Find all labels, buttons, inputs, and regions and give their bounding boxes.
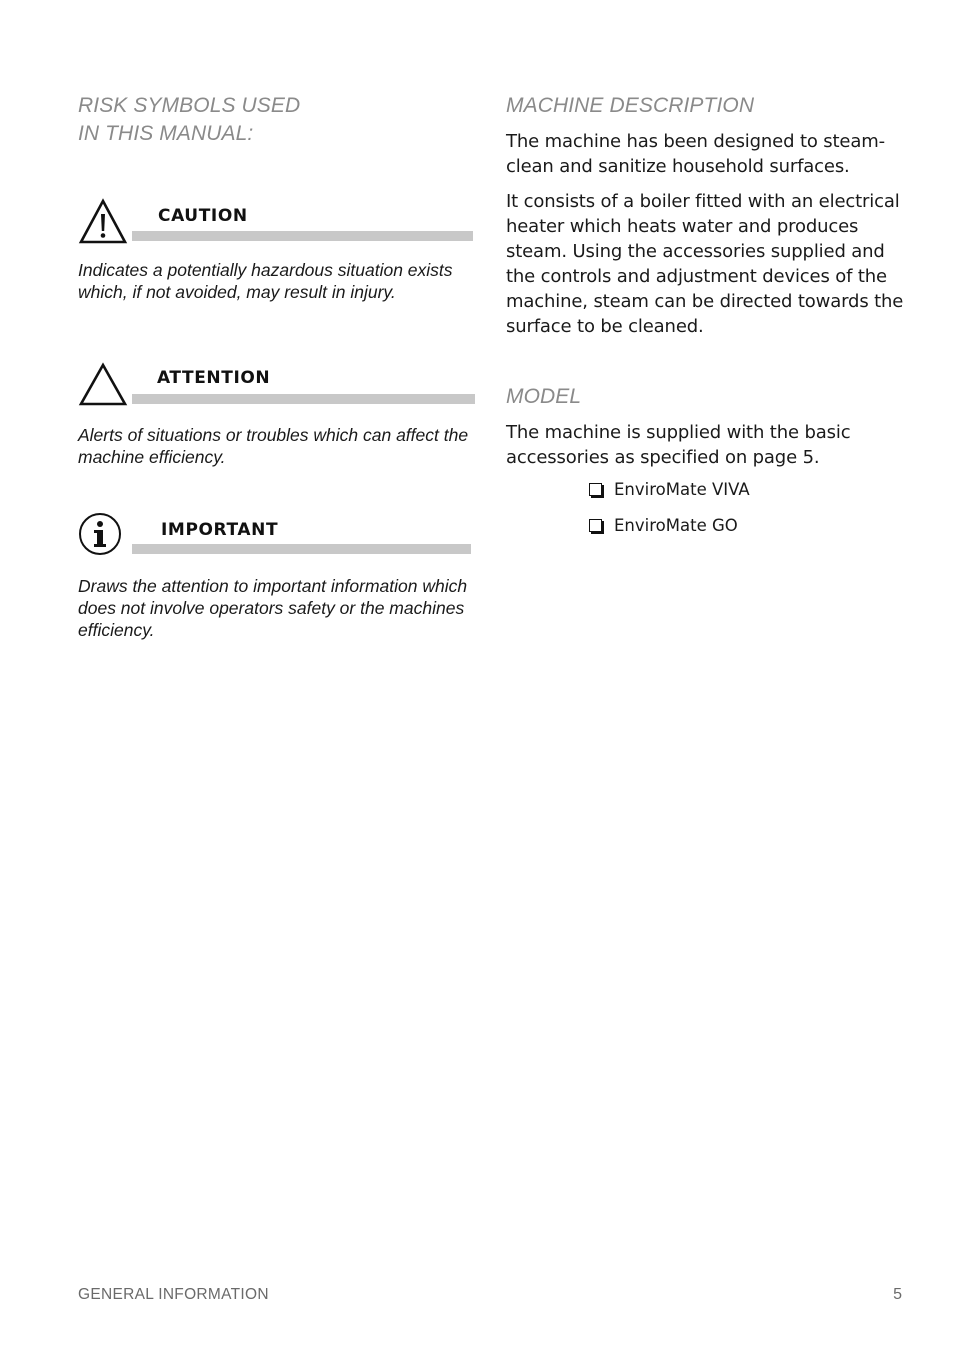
- machine-description-title: MACHINE DESCRIPTION: [506, 94, 755, 117]
- info-icon: [78, 510, 128, 558]
- symbol-caution-description: Indicates a potentially hazardous situation exists which, if not avoided, may result in injury.: [78, 260, 453, 302]
- machine-description-paragraph-1: The machine has been designed to steam-clean and sanitize household surfaces.: [506, 131, 885, 177]
- model-title: MODEL: [506, 385, 582, 408]
- symbol-important: [78, 510, 478, 641]
- symbol-attention-description: Alerts of situations or troubles which can affect the machine efficiency.: [78, 425, 469, 467]
- risk-symbols-title-line-2: IN THIS MANUAL:: [78, 122, 254, 145]
- warning-triangle-icon: [78, 362, 128, 410]
- footer-section-name: GENERAL INFORMATION: [78, 1286, 269, 1303]
- model-name: EnviroMate GO: [614, 516, 738, 535]
- symbol-caution-divider: [132, 231, 473, 241]
- symbol-caution: [78, 198, 478, 303]
- page-number: 5: [893, 1286, 902, 1303]
- checkbox-icon: [589, 483, 602, 496]
- checkbox-icon: [589, 519, 602, 532]
- symbol-attention: [78, 362, 478, 468]
- risk-symbols-column: [78, 92, 478, 640]
- symbol-attention-header: [78, 362, 478, 412]
- machine-description-paragraph-2: It consists of a boiler fitted with an electrical heater which heats water and produces steam. Using the accessories supplied and the controls and adjustment devices of the machine, steam can be directed towards the surface to be cleaned.: [506, 191, 904, 337]
- list-item: [588, 479, 906, 501]
- risk-symbols-title-line-1: RISK SYMBOLS USED: [78, 94, 301, 117]
- symbol-important-header: [78, 510, 478, 560]
- symbol-important-divider: [132, 544, 471, 554]
- symbol-important-label: IMPORTANT: [161, 520, 279, 540]
- model-paragraph: The machine is supplied with the basic accessories as specified on page 5.: [506, 422, 851, 468]
- risk-symbols-title: [78, 92, 478, 148]
- warning-exclamation-icon: [78, 198, 128, 246]
- model-name: EnviroMate VIVA: [614, 480, 750, 499]
- model-list: [588, 479, 906, 537]
- symbol-caution-label: CAUTION: [158, 206, 248, 226]
- symbol-attention-label: ATTENTION: [157, 368, 271, 388]
- symbol-attention-divider: [132, 394, 475, 404]
- machine-column: [506, 92, 906, 551]
- list-item: [588, 515, 906, 537]
- symbol-caution-header: [78, 198, 478, 248]
- symbol-important-description: Draws the attention to important information which does not involve operators safety or the machines efficiency.: [78, 576, 468, 640]
